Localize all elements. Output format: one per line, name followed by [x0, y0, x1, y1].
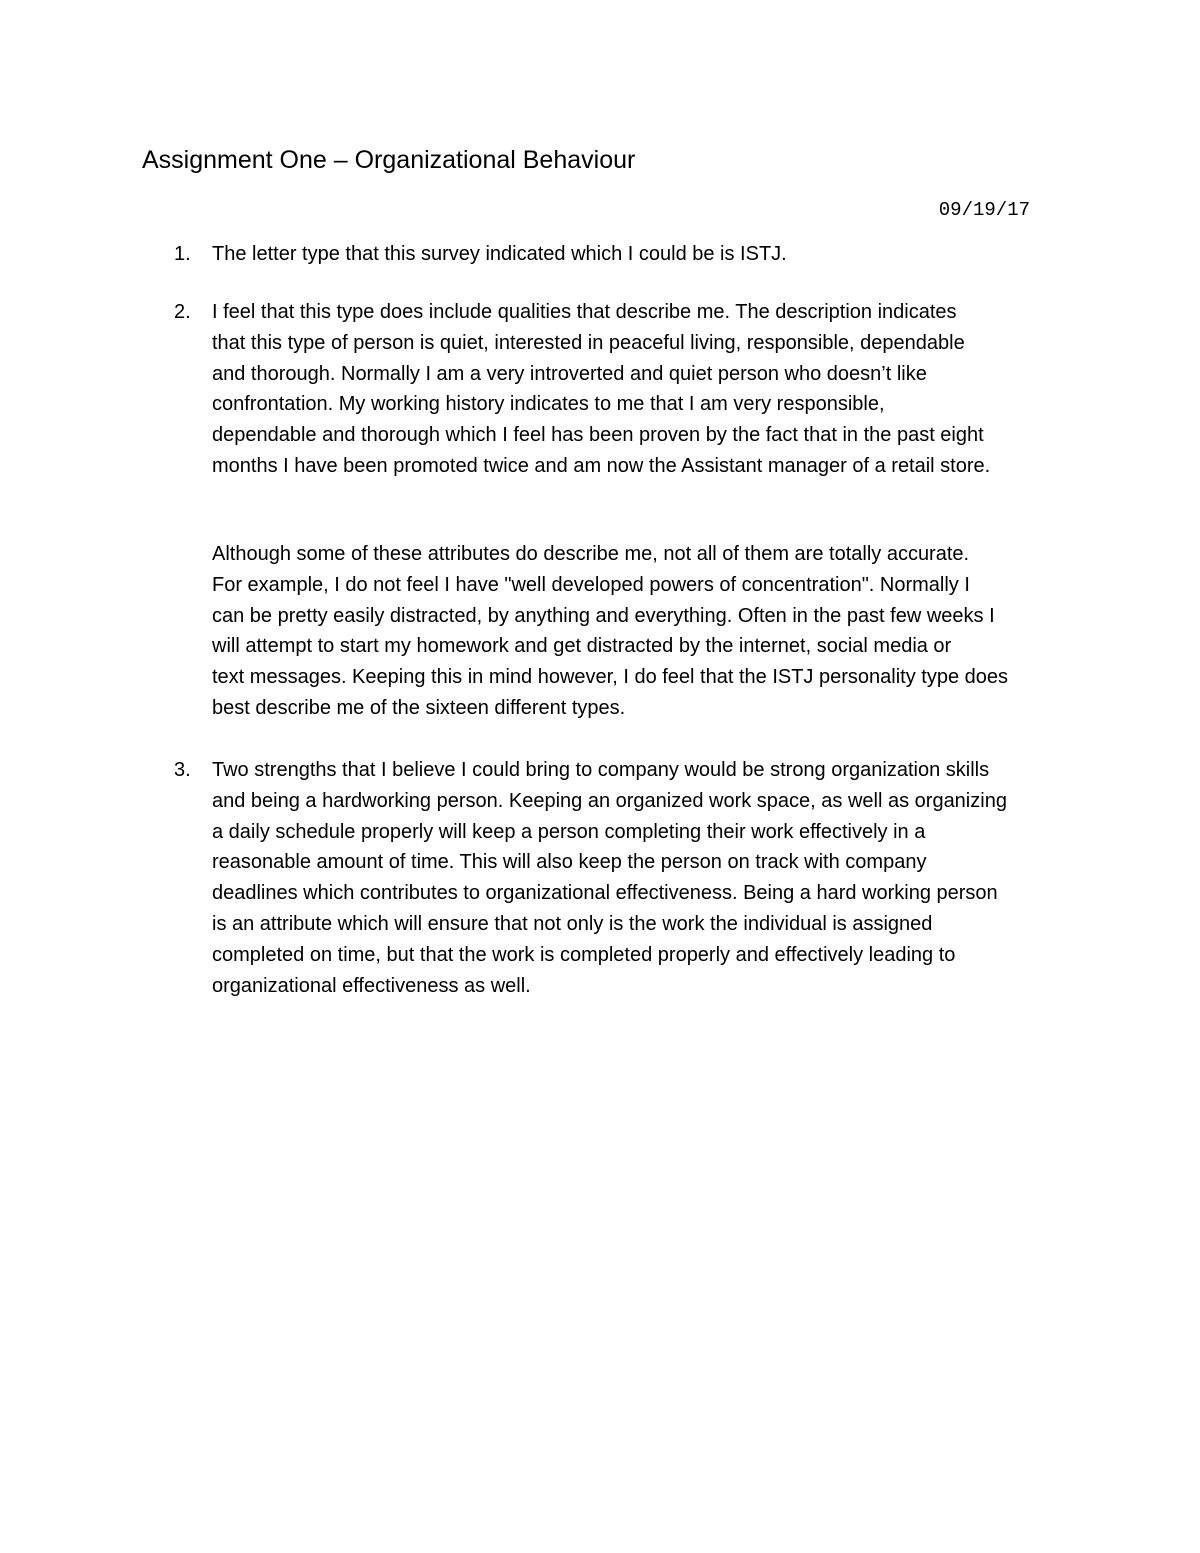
text-line: I feel that this type does include qualities that describe me. The description indicates: [212, 301, 957, 323]
text-line: Although some of these attributes do describe me, not all of them are totally accurate.: [212, 543, 970, 565]
text-line: completed on time, but that the work is completed properly and effectively leading to: [212, 943, 956, 966]
text-line: dependable and thorough which I feel has been proven by the fact that in the past eight: [212, 424, 984, 447]
text-line: a daily schedule properly will keep a person completing their work effectively in a: [212, 820, 926, 843]
text-line: Two strengths that I believe I could bring to company would be strong organization skills: [212, 759, 990, 781]
text-line: and thorough. Normally I am a very introverted and quiet person who doesn’t like: [212, 362, 927, 385]
item-1-text: [212, 239, 1072, 270]
text-line: reasonable amount of time. This will also keep the person on track with company: [212, 851, 927, 874]
document-title: Assignment One – Organizational Behaviour: [142, 146, 636, 174]
text-line: organizational effectiveness as well.: [212, 974, 531, 997]
item-number-3: 3.: [174, 759, 191, 781]
text-line: deadlines which contributes to organizational effectiveness. Being a hard working person: [212, 882, 998, 905]
text-line: can be pretty easily distracted, by anything and everything. Often in the past few weeks I: [212, 604, 995, 627]
text-line: is an attribute which will ensure that not only is the work the individual is assigned: [212, 912, 933, 935]
text-line: The letter type that this survey indicated which I could be is ISTJ.: [212, 243, 787, 265]
text-line: confrontation. My working history indicates to me that I am very responsible,: [212, 393, 885, 416]
text-line: months I have been promoted twice and am now the Assistant manager of a retail store.: [212, 454, 991, 477]
text-line: best describe me of the sixteen different types.: [212, 696, 626, 719]
item-2-continuation: [212, 539, 1072, 724]
text-line: will attempt to start my homework and get distracted by the internet, social media or: [212, 635, 952, 658]
item-3-text: [212, 755, 1072, 1001]
text-line: For example, I do not feel I have "well developed powers of concentration". Normally I: [212, 573, 970, 596]
item-number-1: 1.: [174, 243, 191, 265]
item-2-text: [212, 297, 1072, 482]
text-line: text messages. Keeping this in mind however, I do feel that the ISTJ personality type does: [212, 666, 1008, 689]
document-date: 09/19/17: [938, 199, 1030, 221]
text-line: that this type of person is quiet, interested in peaceful living, responsible, dependable: [212, 331, 965, 354]
text-line: and being a hardworking person. Keeping an organized work space, as well as organizing: [212, 789, 1007, 812]
item-number-2: 2.: [174, 301, 191, 323]
